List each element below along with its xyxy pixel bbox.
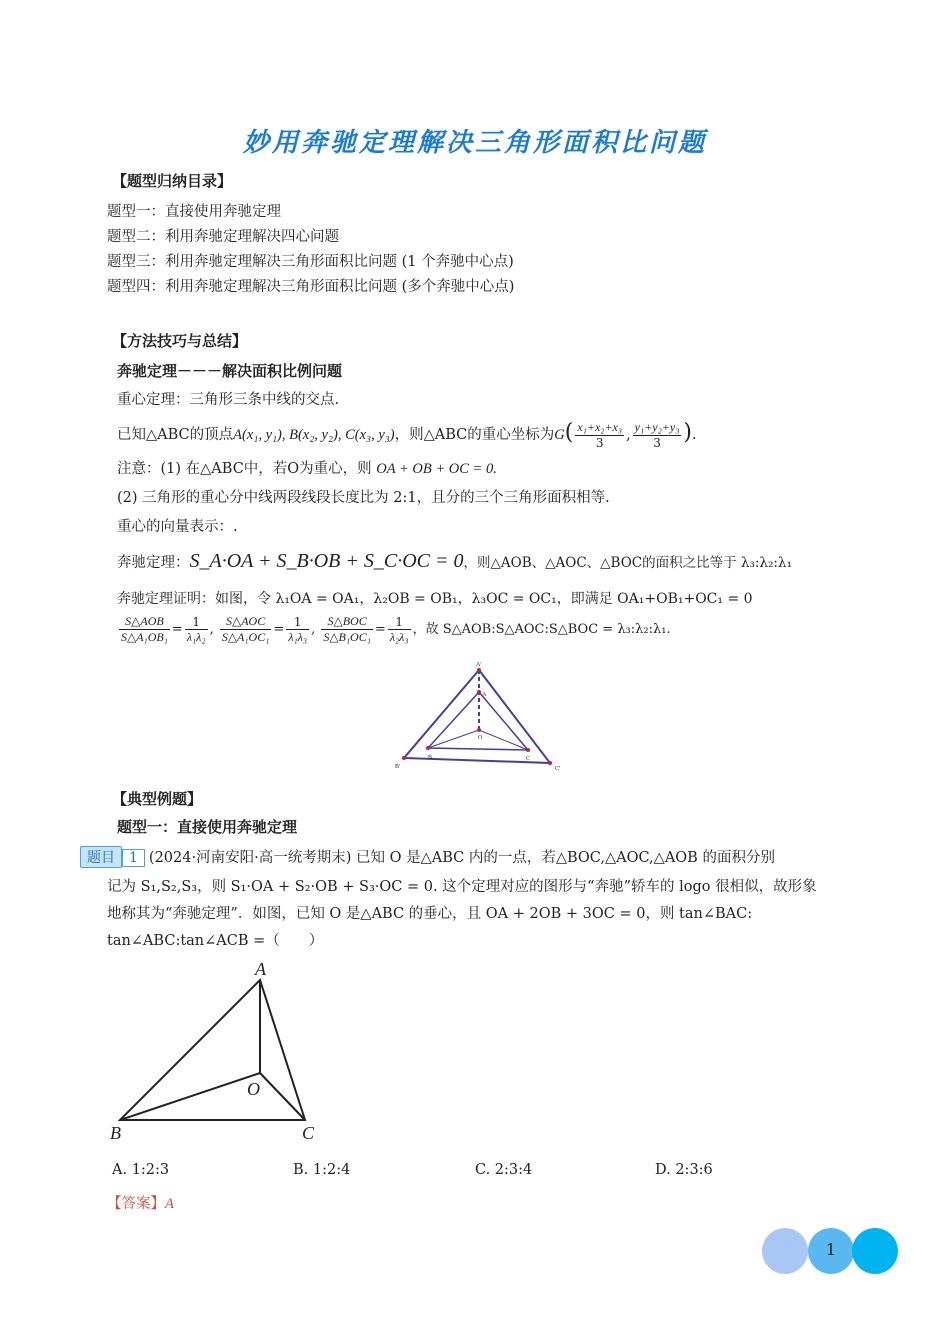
ratio-3-right: $\frac{1}{\text{λ₂λ₃}}$ <box>389 614 409 644</box>
point-O <box>477 728 481 732</box>
toc-item-3: 题型三：利用奔驰定理解决三角形面积比问题 (1 个奔驰中心点) <box>107 254 514 270</box>
point-B <box>426 746 430 750</box>
centroid-prefix: 已知△ABC的顶点 <box>117 427 234 443</box>
page-title: 妙用奔驰定理解决三角形面积比问题 <box>242 128 707 158</box>
ratio-1-right: $\frac{1}{\text{λ₁λ₂}}$ <box>186 614 206 644</box>
ratio-2-left: $\frac{\text{S△AOC}}{\text{S△A₁OC₁}}$ <box>221 614 270 644</box>
toc-item-4: 题型四：利用奔驰定理解决三角形面积比问题 (多个奔驰中心点) <box>107 279 515 295</box>
orthocenter-diagram <box>105 955 335 1145</box>
option-d[interactable]: D. 2:3:6 <box>655 1162 713 1178</box>
examples-heading: 【典型例题】 <box>112 790 203 808</box>
option-c[interactable]: C. 2:3:4 <box>475 1162 533 1178</box>
point-A1 <box>477 668 481 672</box>
note-1-equation: OA + OB + OC = 0. <box>376 461 497 477</box>
ratio-2-right: $\frac{1}{\text{λ₁λ₃}}$ <box>288 614 308 644</box>
label-O: O <box>478 735 483 741</box>
point-C1 <box>548 761 552 765</box>
label-B: B <box>428 755 433 761</box>
benz-theorem-line <box>117 550 792 573</box>
question-1-line-3: 地称其为“奔驰定理”．如图，已知 O 是△ABC 的垂心，且 OA + 2OB + 3OC = 0，则 tan∠BAC: <box>107 906 753 922</box>
segment-BO <box>120 1073 260 1120</box>
toc-item-2: 题型二：利用奔驰定理解决四心问题 <box>107 229 339 245</box>
question-1-line-4: tan∠ABC:tan∠ACB =（ ） <box>107 933 324 949</box>
centroid-definition: 重心定理：三角形三条中线的交点. <box>117 392 340 408</box>
benz-suffix: ，则△AOB、△AOC、△BOC的面积之比等于 λ₃:λ₂:λ₁ <box>463 555 792 571</box>
benz-proof-diagram <box>390 660 570 775</box>
centroid-x-fraction: $\frac{\text{x₁+x₂+x₃}}{3}$ <box>577 420 623 450</box>
centroid-G: G <box>554 427 565 443</box>
note-2: (2) 三角形的重心分中线两段线段长度比为 2:1，且分的三个三角形面积相等. <box>117 490 610 506</box>
type-one-heading: 题型一：直接使用奔驰定理 <box>117 818 298 836</box>
benz-formula: S_A·OA + S_B·OB + S_C·OC = 0 <box>189 550 464 572</box>
question-tag: 题目 <box>80 846 122 868</box>
note-1: 注意：(1) 在△ABC中，若O为重心，则 OA + OB + OC = 0. <box>117 461 497 477</box>
answer-value: A <box>165 1196 174 1212</box>
toc-item-1: 题型一：直接使用奔驰定理 <box>107 204 281 220</box>
label-A1: A' <box>476 662 482 668</box>
ratio-line: $\frac{\text{S△AOB}}{\text{S△A₁OB₁}}$ = $\frac{1}{\text{λ₁λ₂}}$ , $\frac{\text{S△AOC}}{\text{S△A₁OC₁}}$ = $\frac{1}{\text{λ₁λ₃}}$ , $\frac{\text{S△BOC}}{\text{S△B₁OC₁}}$ = $\frac{1}{\text{λ₂λ₃}}$ ，故 S△AOB:S△AOC:S△BOC = λ₃:λ₂:λ₁. <box>121 614 671 644</box>
benz-label: 奔驰定理： <box>117 555 190 571</box>
centroid-points: A(x₁, y₁), B(x₂, y₂), C(x₃, y₃) <box>233 427 395 443</box>
answer-line <box>107 1192 174 1213</box>
ratio-1-left: $\frac{\text{S△AOB}}{\text{S△A₁OB₁}}$ <box>121 614 168 644</box>
option-a[interactable]: A. 1:2:3 <box>112 1162 170 1178</box>
question-1-line-2: 记为 S₁,S₂,S₃，则 S₁·OA + S₂·OB + S₃·OC = 0. 这个定理对应的图形与“奔驰”轿车的 logo 很相似，故形象 <box>107 879 817 895</box>
centroid-coordinate-line: 已知△ABC的顶点A(x₁, y₁), B(x₂, y₂), C(x₃, y₃)，则△ABC的重心坐标为G( $\frac{\text{x₁+x₂+x₃}}{3}$ , $\frac{\text{y₁+y₂+y₃}}{3}$ ). <box>117 420 697 450</box>
question-number: 1 <box>122 849 145 867</box>
triangle-abc <box>120 980 305 1120</box>
page-badge-right <box>852 1228 898 1274</box>
label-A: A <box>255 959 266 979</box>
label-C: C <box>302 1123 315 1143</box>
point-A <box>477 690 481 694</box>
label-C: C <box>526 756 531 762</box>
question-1-line-1: 题目 1 (2024·河南安阳·高一统考期末) 已知 O 是△ABC 内的一点，若△BOC,△AOC,△AOB 的面积分别 <box>80 846 775 868</box>
proof-line: 奔驰定理证明：如图，令 λ₁OA = OA₁，λ₂OB = OB₁，λ₃OC = OC₁，即满足 OA₁+OB₁+OC₁ = 0 <box>117 591 753 607</box>
answer-label: 【答案】 <box>107 1196 165 1212</box>
point-B1 <box>402 756 406 760</box>
label-B1: B' <box>395 764 401 770</box>
label-A: A <box>482 692 487 698</box>
page-badge-left <box>762 1228 808 1274</box>
centroid-mid: ，则△ABC的重心坐标为 <box>394 427 555 443</box>
method-heading: 【方法技巧与总结】 <box>112 332 248 350</box>
label-B: B <box>110 1123 121 1143</box>
vector-representation: 重心的向量表示：. <box>117 519 238 535</box>
method-subheading: 奔驰定理－－－解决面积比例问题 <box>117 362 343 380</box>
option-b[interactable]: B. 1:2:4 <box>293 1162 351 1178</box>
centroid-y-fraction: $\frac{\text{y₁+y₂+y₃}}{3}$ <box>634 420 680 450</box>
label-C1: C' <box>555 766 561 772</box>
label-O: O <box>247 1079 260 1099</box>
ratio-conclusion: ，故 S△AOB:S△AOC:S△BOC = λ₃:λ₂:λ₁. <box>412 622 671 637</box>
toc-heading: 【题型归纳目录】 <box>112 172 233 190</box>
ratio-3-left: $\frac{\text{S△BOC}}{\text{S△B₁OC₁}}$ <box>323 614 371 644</box>
page-number: 1 <box>825 1240 837 1259</box>
point-C <box>526 748 530 752</box>
